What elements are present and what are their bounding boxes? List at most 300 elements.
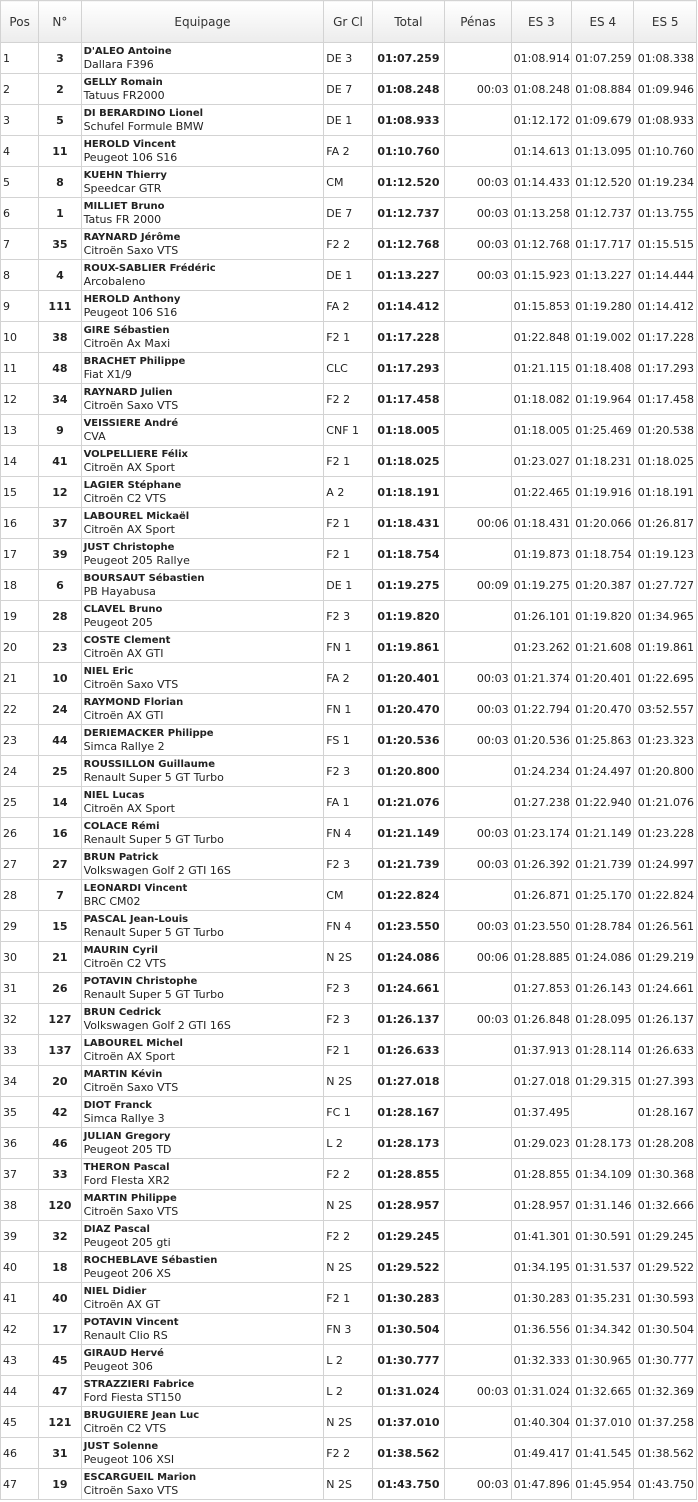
group-class-cell: DE 1 [324, 260, 372, 291]
car-model: Citroën C2 VTS [83, 1422, 167, 1435]
car-model: Citroën C2 VTS [83, 957, 167, 970]
stage-4-time-cell: 01:30.591 [572, 1221, 634, 1252]
crew-cell [81, 260, 324, 291]
position-cell: 43 [1, 1345, 39, 1376]
group-class-cell: CLC [324, 353, 372, 384]
stage-5-time-cell: 01:17.293 [634, 353, 697, 384]
crew-cell [81, 384, 324, 415]
driver-name: HEROLD Anthony [83, 294, 181, 305]
car-number-cell: 37 [39, 508, 81, 539]
total-time-cell: 01:14.412 [372, 291, 445, 322]
total-time-cell: 01:19.861 [372, 632, 445, 663]
total-time-cell: 01:17.293 [372, 353, 445, 384]
car-model: Peugeot 306 [83, 1360, 153, 1373]
stage-5-time-cell: 01:17.458 [634, 384, 697, 415]
stage-5-time-cell: 01:30.777 [634, 1345, 697, 1376]
driver-name: JULIAN Gregory [83, 1131, 171, 1142]
stage-3-time-cell: 01:28.957 [511, 1190, 571, 1221]
stage-3-time-cell: 01:18.431 [511, 508, 571, 539]
stage-4-time-cell: 01:35.231 [572, 1283, 634, 1314]
driver-name: LABOUREL Michel [83, 1038, 183, 1049]
position-cell: 18 [1, 570, 39, 601]
crew-cell [81, 1469, 324, 1500]
driver-name: CLAVEL Bruno [83, 604, 163, 615]
driver-name: RAYNARD Julien [83, 387, 173, 398]
stage-3-time-cell: 01:41.301 [511, 1221, 571, 1252]
table-row [1, 167, 697, 198]
car-number-cell: 34 [39, 384, 81, 415]
position-cell: 29 [1, 911, 39, 942]
group-class-cell: F2 2 [324, 1221, 372, 1252]
stage-4-time-cell: 01:18.408 [572, 353, 634, 384]
total-time-cell: 01:18.191 [372, 477, 445, 508]
total-time-cell: 01:27.018 [372, 1066, 445, 1097]
position-cell: 5 [1, 167, 39, 198]
stage-3-time-cell: 01:30.283 [511, 1283, 571, 1314]
crew-cell [81, 632, 324, 663]
total-time-cell: 01:38.562 [372, 1438, 445, 1469]
penalty-cell [445, 973, 511, 1004]
total-time-cell: 01:19.820 [372, 601, 445, 632]
car-number-cell: 10 [39, 663, 81, 694]
stage-5-time-cell: 01:38.562 [634, 1438, 697, 1469]
stage-5-time-cell: 01:32.666 [634, 1190, 697, 1221]
group-class-cell: CNF 1 [324, 415, 372, 446]
stage-3-time-cell: 01:28.885 [511, 942, 571, 973]
stage-3-time-cell: 01:26.101 [511, 601, 571, 632]
group-class-cell: F2 3 [324, 973, 372, 1004]
header-es4: ES 4 [572, 1, 634, 43]
penalty-cell: 00:03 [445, 260, 511, 291]
car-number-cell: 16 [39, 818, 81, 849]
group-class-cell: F2 3 [324, 756, 372, 787]
stage-3-time-cell: 01:14.613 [511, 136, 571, 167]
penalty-cell [445, 1190, 511, 1221]
car-model: Renault Super 5 GT Turbo [83, 988, 224, 1001]
group-class-cell: FN 4 [324, 911, 372, 942]
group-class-cell: F2 3 [324, 1004, 372, 1035]
position-cell: 25 [1, 787, 39, 818]
stage-4-time-cell: 01:31.537 [572, 1252, 634, 1283]
table-row [1, 1190, 697, 1221]
stage-3-time-cell: 01:22.794 [511, 694, 571, 725]
stage-3-time-cell: 01:31.024 [511, 1376, 571, 1407]
car-model: Schufel Formule BMW [83, 120, 204, 133]
stage-4-time-cell: 01:29.315 [572, 1066, 634, 1097]
position-cell: 35 [1, 1097, 39, 1128]
penalty-cell: 00:03 [445, 694, 511, 725]
stage-4-time-cell: 01:22.940 [572, 787, 634, 818]
total-time-cell: 01:20.470 [372, 694, 445, 725]
stage-5-time-cell: 01:09.946 [634, 74, 697, 105]
table-row [1, 1004, 697, 1035]
penalty-cell [445, 539, 511, 570]
stage-4-time-cell: 01:28.114 [572, 1035, 634, 1066]
car-number-cell: 40 [39, 1283, 81, 1314]
stage-3-time-cell: 01:47.896 [511, 1469, 571, 1500]
stage-5-time-cell: 01:13.755 [634, 198, 697, 229]
crew-cell [81, 1252, 324, 1283]
car-model: Citroën Saxo VTS [83, 1484, 179, 1497]
stage-5-time-cell: 03:52.557 [634, 694, 697, 725]
penalty-cell: 00:03 [445, 1376, 511, 1407]
stage-5-time-cell: 01:28.208 [634, 1128, 697, 1159]
group-class-cell: DE 1 [324, 570, 372, 601]
position-cell: 26 [1, 818, 39, 849]
group-class-cell: F2 2 [324, 1438, 372, 1469]
stage-5-time-cell: 01:19.234 [634, 167, 697, 198]
stage-3-time-cell: 01:23.027 [511, 446, 571, 477]
crew-cell [81, 167, 324, 198]
table-row [1, 663, 697, 694]
stage-5-time-cell: 01:21.076 [634, 787, 697, 818]
stage-3-time-cell: 01:18.005 [511, 415, 571, 446]
stage-4-time-cell: 01:34.342 [572, 1314, 634, 1345]
table-row [1, 880, 697, 911]
driver-name: RAYNARD Jérôme [83, 232, 181, 243]
crew-cell [81, 353, 324, 384]
stage-5-time-cell: 01:32.369 [634, 1376, 697, 1407]
stage-3-time-cell: 01:18.082 [511, 384, 571, 415]
total-time-cell: 01:18.005 [372, 415, 445, 446]
crew-cell [81, 136, 324, 167]
driver-name: JUST Solenne [83, 1441, 159, 1452]
car-number-cell: 12 [39, 477, 81, 508]
crew-cell [81, 229, 324, 260]
table-row [1, 415, 697, 446]
header-row [1, 1, 697, 43]
crew-cell [81, 725, 324, 756]
table-row [1, 601, 697, 632]
position-cell: 39 [1, 1221, 39, 1252]
total-time-cell: 01:20.536 [372, 725, 445, 756]
stage-4-time-cell: 01:13.095 [572, 136, 634, 167]
group-class-cell: F2 3 [324, 849, 372, 880]
stage-3-time-cell: 01:13.258 [511, 198, 571, 229]
stage-4-time-cell: 01:41.545 [572, 1438, 634, 1469]
position-cell: 24 [1, 756, 39, 787]
stage-5-time-cell: 01:14.412 [634, 291, 697, 322]
table-row [1, 973, 697, 1004]
car-number-cell: 4 [39, 260, 81, 291]
total-time-cell: 01:28.855 [372, 1159, 445, 1190]
crew-cell [81, 508, 324, 539]
stage-5-time-cell: 01:30.504 [634, 1314, 697, 1345]
car-model: Ford Fiesta ST150 [83, 1391, 182, 1404]
table-row [1, 260, 697, 291]
total-time-cell: 01:19.275 [372, 570, 445, 601]
driver-name: BRUGUIERE Jean Luc [83, 1410, 200, 1421]
table-row [1, 1345, 697, 1376]
car-number-cell: 28 [39, 601, 81, 632]
car-model: Arcobaleno [83, 275, 146, 288]
penalty-cell: 00:03 [445, 911, 511, 942]
car-model: Peugeot 205 gti [83, 1236, 171, 1249]
stage-5-time-cell: 01:29.219 [634, 942, 697, 973]
car-model: Peugeot 205 Rallye [83, 554, 190, 567]
stage-4-time-cell: 01:21.149 [572, 818, 634, 849]
driver-name: ROUSSILLON Guillaume [83, 759, 215, 770]
car-model: Renault Clio RS [83, 1329, 168, 1342]
car-number-cell: 42 [39, 1097, 81, 1128]
car-model: Tatus FR 2000 [83, 213, 162, 226]
crew-cell [81, 1159, 324, 1190]
stage-5-time-cell: 01:20.538 [634, 415, 697, 446]
crew-cell [81, 973, 324, 1004]
group-class-cell: FN 4 [324, 818, 372, 849]
car-model: CVA [83, 430, 106, 443]
driver-name: GIRE Sébastien [83, 325, 170, 336]
stage-4-time-cell: 01:28.173 [572, 1128, 634, 1159]
group-class-cell: N 2S [324, 1066, 372, 1097]
table-row [1, 43, 697, 74]
position-cell: 11 [1, 353, 39, 384]
total-time-cell: 01:28.167 [372, 1097, 445, 1128]
position-cell: 46 [1, 1438, 39, 1469]
car-model: Fiat X1/9 [83, 368, 132, 381]
driver-name: THERON Pascal [83, 1162, 170, 1173]
group-class-cell: FA 2 [324, 663, 372, 694]
group-class-cell: F2 1 [324, 1035, 372, 1066]
penalty-cell: 00:03 [445, 74, 511, 105]
stage-4-time-cell: 01:20.066 [572, 508, 634, 539]
group-class-cell: L 2 [324, 1345, 372, 1376]
penalty-cell: 00:03 [445, 663, 511, 694]
total-time-cell: 01:18.754 [372, 539, 445, 570]
driver-name: MARTIN Kévin [83, 1069, 163, 1080]
car-number-cell: 38 [39, 322, 81, 353]
stage-3-time-cell: 01:26.392 [511, 849, 571, 880]
car-number-cell: 33 [39, 1159, 81, 1190]
position-cell: 4 [1, 136, 39, 167]
table-row [1, 1438, 697, 1469]
penalty-cell [445, 1097, 511, 1128]
stage-5-time-cell: 01:30.368 [634, 1159, 697, 1190]
header-pos: Pos [1, 1, 39, 43]
car-number-cell: 48 [39, 353, 81, 384]
position-cell: 8 [1, 260, 39, 291]
stage-4-time-cell: 01:19.002 [572, 322, 634, 353]
penalty-cell [445, 1035, 511, 1066]
stage-5-time-cell: 01:18.191 [634, 477, 697, 508]
total-time-cell: 01:08.933 [372, 105, 445, 136]
driver-name: DIOT Franck [83, 1100, 152, 1111]
group-class-cell: CM [324, 880, 372, 911]
stage-4-time-cell: 01:24.497 [572, 756, 634, 787]
total-time-cell: 01:07.259 [372, 43, 445, 74]
stage-3-time-cell: 01:37.913 [511, 1035, 571, 1066]
stage-3-time-cell: 01:27.018 [511, 1066, 571, 1097]
group-class-cell: F2 2 [324, 229, 372, 260]
table-row [1, 849, 697, 880]
penalty-cell [445, 1128, 511, 1159]
car-number-cell: 7 [39, 880, 81, 911]
car-number-cell: 2 [39, 74, 81, 105]
total-time-cell: 01:21.076 [372, 787, 445, 818]
car-number-cell: 41 [39, 446, 81, 477]
stage-5-time-cell: 01:30.593 [634, 1283, 697, 1314]
stage-4-time-cell: 01:18.231 [572, 446, 634, 477]
stage-5-time-cell: 01:18.025 [634, 446, 697, 477]
stage-5-time-cell: 01:24.661 [634, 973, 697, 1004]
position-cell: 1 [1, 43, 39, 74]
driver-name: ROCHEBLAVE Sébastien [83, 1255, 218, 1266]
stage-5-time-cell: 01:10.760 [634, 136, 697, 167]
total-time-cell: 01:18.431 [372, 508, 445, 539]
car-model: Citroën AX GT [83, 1298, 161, 1311]
stage-3-time-cell: 01:36.556 [511, 1314, 571, 1345]
driver-name: DI BERARDINO Lionel [83, 108, 204, 119]
stage-5-time-cell: 01:43.750 [634, 1469, 697, 1500]
car-number-cell: 45 [39, 1345, 81, 1376]
header-grcl: Gr Cl [324, 1, 372, 43]
car-model: Citroën Saxo VTS [83, 1205, 179, 1218]
car-model: Citroën AX Sport [83, 523, 175, 536]
total-time-cell: 01:21.739 [372, 849, 445, 880]
penalty-cell [445, 1314, 511, 1345]
total-time-cell: 01:08.248 [372, 74, 445, 105]
stage-4-time-cell: 01:45.954 [572, 1469, 634, 1500]
group-class-cell: FN 3 [324, 1314, 372, 1345]
stage-5-time-cell: 01:29.522 [634, 1252, 697, 1283]
car-number-cell: 11 [39, 136, 81, 167]
group-class-cell: N 2S [324, 1469, 372, 1500]
group-class-cell: F2 1 [324, 508, 372, 539]
position-cell: 6 [1, 198, 39, 229]
group-class-cell: DE 3 [324, 43, 372, 74]
driver-name: MARTIN Philippe [83, 1193, 177, 1204]
car-number-cell: 3 [39, 43, 81, 74]
car-model: Renault Super 5 GT Turbo [83, 833, 224, 846]
table-row [1, 1159, 697, 1190]
car-model: Dallara F396 [83, 58, 154, 71]
header-es3: ES 3 [511, 1, 571, 43]
stage-5-time-cell: 01:27.393 [634, 1066, 697, 1097]
crew-cell [81, 291, 324, 322]
crew-cell [81, 1376, 324, 1407]
penalty-cell [445, 1159, 511, 1190]
car-model: Peugeot 205 [83, 616, 153, 629]
stage-4-time-cell: 01:24.086 [572, 942, 634, 973]
total-time-cell: 01:24.661 [372, 973, 445, 1004]
stage-4-time-cell: 01:25.863 [572, 725, 634, 756]
table-row [1, 1097, 697, 1128]
driver-name: LAGIER Stéphane [83, 480, 182, 491]
position-cell: 10 [1, 322, 39, 353]
group-class-cell: N 2S [324, 1407, 372, 1438]
group-class-cell: DE 7 [324, 74, 372, 105]
penalty-cell [445, 1407, 511, 1438]
penalty-cell [445, 787, 511, 818]
position-cell: 38 [1, 1190, 39, 1221]
crew-cell [81, 849, 324, 880]
penalty-cell [445, 1221, 511, 1252]
crew-cell [81, 477, 324, 508]
table-row [1, 353, 697, 384]
car-number-cell: 18 [39, 1252, 81, 1283]
crew-cell [81, 1035, 324, 1066]
car-number-cell: 127 [39, 1004, 81, 1035]
stage-5-time-cell: 01:19.123 [634, 539, 697, 570]
crew-cell [81, 601, 324, 632]
penalty-cell [445, 43, 511, 74]
total-time-cell: 01:30.504 [372, 1314, 445, 1345]
position-cell: 45 [1, 1407, 39, 1438]
stage-3-time-cell: 01:23.174 [511, 818, 571, 849]
car-model: Citroën AX Sport [83, 802, 175, 815]
stage-3-time-cell: 01:15.923 [511, 260, 571, 291]
stage-4-time-cell: 01:19.964 [572, 384, 634, 415]
results-body [1, 43, 697, 1500]
car-number-cell: 1 [39, 198, 81, 229]
group-class-cell: F2 1 [324, 539, 372, 570]
position-cell: 23 [1, 725, 39, 756]
stage-4-time-cell: 01:20.401 [572, 663, 634, 694]
table-row [1, 1283, 697, 1314]
car-model: Citroën AX Sport [83, 461, 175, 474]
driver-name: STRAZZIERI Fabrice [83, 1379, 195, 1390]
position-cell: 21 [1, 663, 39, 694]
stage-3-time-cell: 01:23.550 [511, 911, 571, 942]
group-class-cell: DE 1 [324, 105, 372, 136]
stage-4-time-cell: 01:30.965 [572, 1345, 634, 1376]
car-number-cell: 31 [39, 1438, 81, 1469]
crew-cell [81, 322, 324, 353]
table-row [1, 1407, 697, 1438]
table-row [1, 291, 697, 322]
total-time-cell: 01:20.800 [372, 756, 445, 787]
driver-name: JUST Christophe [83, 542, 175, 553]
position-cell: 22 [1, 694, 39, 725]
stage-3-time-cell: 01:40.304 [511, 1407, 571, 1438]
driver-name: HEROLD Vincent [83, 139, 176, 150]
car-number-cell: 8 [39, 167, 81, 198]
crew-cell [81, 663, 324, 694]
driver-name: D'ALEO Antoine [83, 46, 172, 57]
stage-5-time-cell: 01:19.861 [634, 632, 697, 663]
position-cell: 44 [1, 1376, 39, 1407]
table-row [1, 229, 697, 260]
group-class-cell: FA 1 [324, 787, 372, 818]
penalty-cell: 00:03 [445, 167, 511, 198]
position-cell: 12 [1, 384, 39, 415]
car-number-cell: 25 [39, 756, 81, 787]
car-model: Peugeot 206 XS [83, 1267, 171, 1280]
total-time-cell: 01:12.520 [372, 167, 445, 198]
penalty-cell [445, 415, 511, 446]
position-cell: 31 [1, 973, 39, 1004]
penalty-cell [445, 1252, 511, 1283]
penalty-cell [445, 1066, 511, 1097]
stage-3-time-cell: 01:23.262 [511, 632, 571, 663]
car-number-cell: 9 [39, 415, 81, 446]
driver-name: LEONARDI Vincent [83, 883, 188, 894]
penalty-cell [445, 601, 511, 632]
crew-cell [81, 1004, 324, 1035]
crew-cell [81, 942, 324, 973]
car-number-cell: 6 [39, 570, 81, 601]
group-class-cell: CM [324, 167, 372, 198]
car-number-cell: 47 [39, 1376, 81, 1407]
stage-5-time-cell: 01:26.561 [634, 911, 697, 942]
group-class-cell: DE 7 [324, 198, 372, 229]
driver-name: NIEL Eric [83, 666, 134, 677]
total-time-cell: 01:26.633 [372, 1035, 445, 1066]
stage-4-time-cell: 01:17.717 [572, 229, 634, 260]
crew-cell [81, 446, 324, 477]
stage-3-time-cell: 01:19.275 [511, 570, 571, 601]
total-time-cell: 01:17.458 [372, 384, 445, 415]
